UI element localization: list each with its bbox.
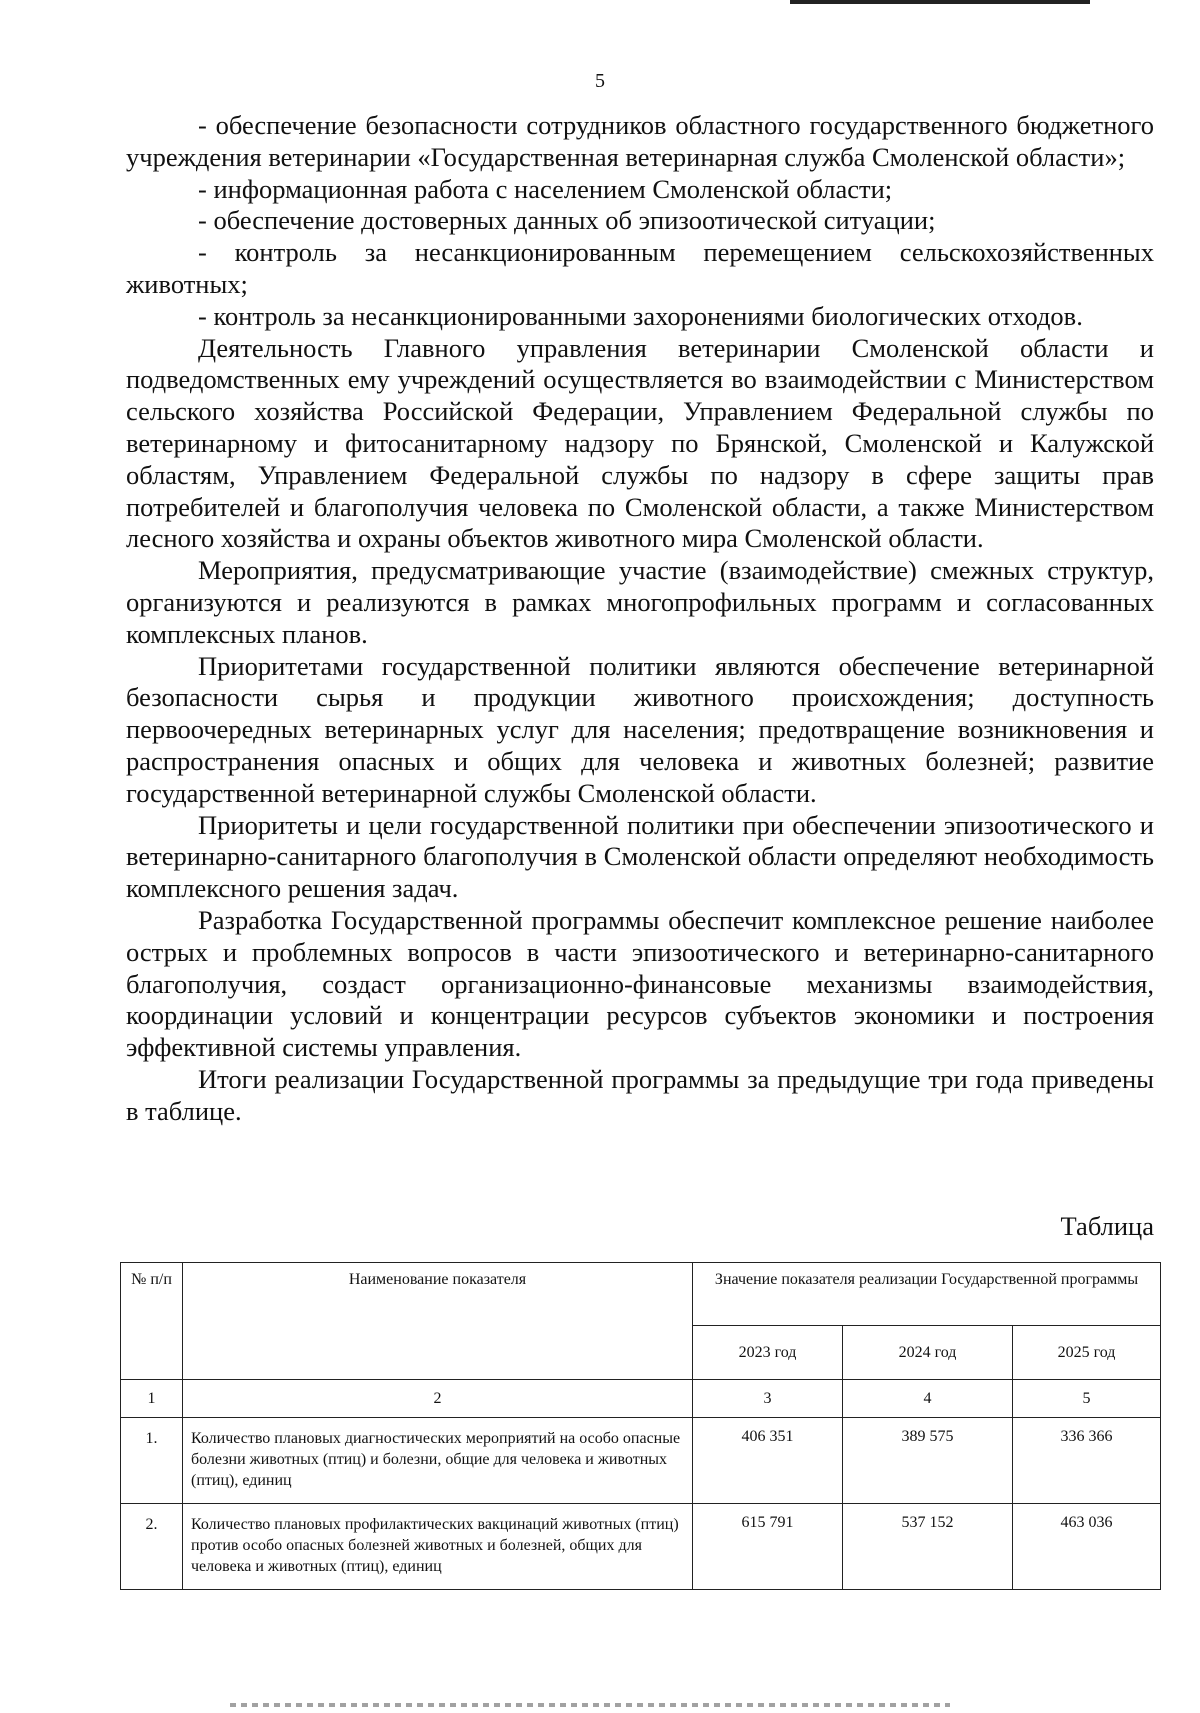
paragraph-priorities: Приоритетами государственной политики являются обеспечение ветеринарной безопасности сырья и продукции животного происхождения; доступность первоочередных ветеринарных услуг для населения; предотвращение возникновения и распространения опасных и общих для человека и животных болезней; развитие государственной ветеринарной службы Смоленской области. <box>126 650 1154 808</box>
row-num: 2. <box>121 1504 183 1590</box>
header-year-2025: 2025 год <box>1013 1326 1161 1380</box>
row-value-2025: 463 036 <box>1013 1504 1161 1590</box>
column-number: 3 <box>693 1380 843 1418</box>
table-header-row <box>121 1263 1161 1326</box>
paragraph-development: Разработка Государственной программы обеспечит комплексное решение наиболее острых и проблемных вопросов в части эпизоотического и ветеринарно-санитарного благополучия, создаст организационно-финансовые механизмы взаимодействия, координации условий и концентрации ресурсов субъектов экономики и построения эффективной системы управления. <box>126 904 1154 1063</box>
row-value-2023: 615 791 <box>693 1504 843 1590</box>
header-year-2023: 2023 год <box>693 1326 843 1380</box>
document-body <box>126 110 1154 1128</box>
paragraph-cooperation: Деятельность Главного управления ветеринарии Смоленской области и подведомственных ему учреждений осуществляется во взаимодействии с Министерством сельского хозяйства Российской Федерации, Управлением Федеральной службы по ветеринарному и фитосанитарному надзору по Брянской, Смоленской и Калужской областям, Управлением Федеральной службы по надзору в сфере защиты прав потребителей и благополучия человека по Смоленской области, а также Министерством лесного хозяйства и охраны объектов животного мира Смоленской области. <box>126 332 1154 554</box>
paragraph-goals: Приоритеты и цели государственной политики при обеспечении эпизоотического и ветеринарно-санитарного благополучия в Смоленской области определяют необходимость комплексного решения задач. <box>126 809 1154 904</box>
header-value-group: Значение показателя реализации Государственной программы <box>693 1263 1161 1326</box>
row-indicator-name: Количество плановых диагностических мероприятий на особо опасные болезни животных (птиц) и болезни, общие для человека и животных (птиц), единиц <box>183 1418 693 1504</box>
table-caption: Таблица <box>1060 1211 1154 1241</box>
table-row <box>121 1418 1161 1504</box>
header-name: Наименование показателя <box>183 1263 693 1380</box>
column-number: 4 <box>843 1380 1013 1418</box>
paragraph-bullet-2: - информационная работа с населением Смоленской области; <box>198 173 893 204</box>
page-number: 5 <box>595 70 605 92</box>
paragraph-bullet-4: - контроль за несанкционированным перемещением сельскохозяйственных животных; <box>126 237 1154 299</box>
paragraph-results: Итоги реализации Государственной программы за предыдущие три года приведены в таблице. <box>126 1063 1154 1126</box>
column-number: 5 <box>1013 1380 1161 1418</box>
column-number: 1 <box>121 1380 183 1418</box>
table-row <box>121 1504 1161 1590</box>
header-num: № п/п <box>121 1263 183 1380</box>
paragraph-bullet-5: - контроль за несанкционированными захоронениями биологических отходов. <box>198 300 1083 331</box>
header-year-2024: 2024 год <box>843 1326 1013 1380</box>
column-number: 2 <box>183 1380 693 1418</box>
row-indicator-name: Количество плановых профилактических вакцинаций животных (птиц) против особо опасных болезней животных и болезней, общих для человека и животных (птиц), единиц <box>183 1504 693 1590</box>
paragraph-bullet-1: - обеспечение безопасности сотрудников областного государственного бюджетного учреждения ветеринарии «Государственная ветеринарная служба Смоленской области»; <box>126 110 1154 172</box>
row-value-2024: 537 152 <box>843 1504 1013 1590</box>
bottom-scan-artifact <box>230 1703 950 1707</box>
paragraph-activities: Мероприятия, предусматривающие участие (взаимодействие) смежных структур, организуются и реализуются в рамках многопрофильных программ и согласованных комплексных планов. <box>126 555 1154 649</box>
row-value-2025: 336 366 <box>1013 1418 1161 1504</box>
row-value-2023: 406 351 <box>693 1418 843 1504</box>
row-value-2024: 389 575 <box>843 1418 1013 1504</box>
table-column-numbers-row <box>121 1380 1161 1418</box>
paragraph-bullet-3: - обеспечение достоверных данных об эпизоотической ситуации; <box>198 205 936 236</box>
row-num: 1. <box>121 1418 183 1504</box>
top-edge-line <box>790 0 1090 4</box>
indicators-table <box>120 1262 1161 1590</box>
